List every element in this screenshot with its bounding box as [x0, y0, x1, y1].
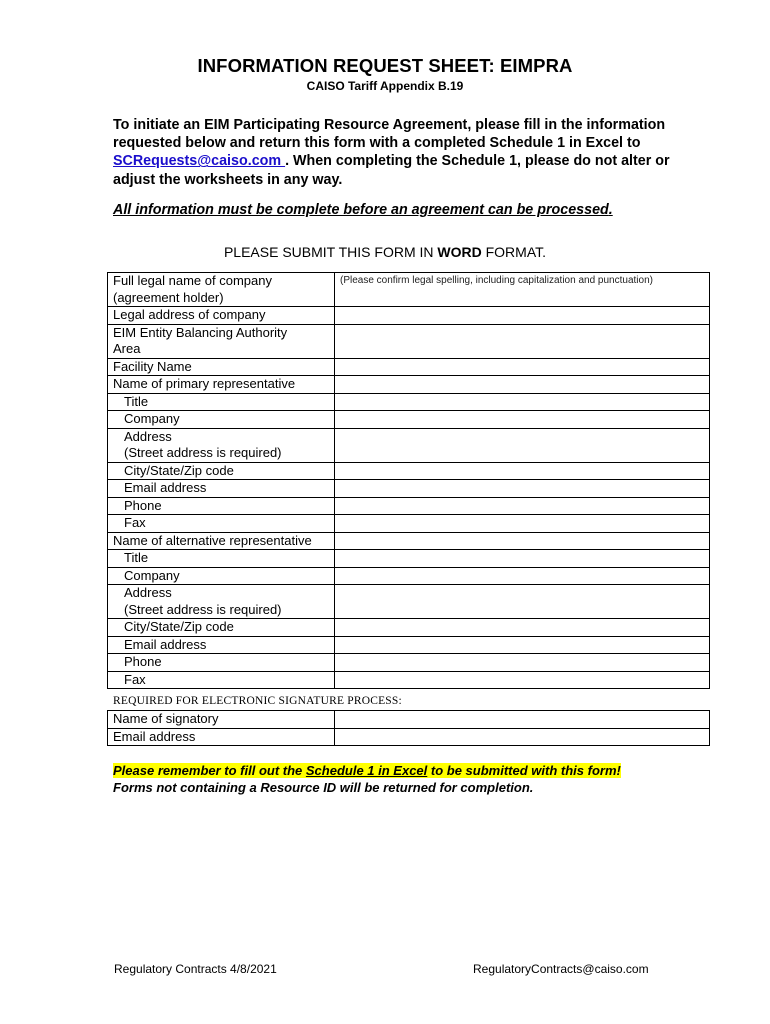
form-value-field[interactable] [335, 358, 710, 376]
form-label-cell [108, 462, 335, 480]
reminder-line-2: Forms not containing a Resource ID will be returned for completion. [113, 780, 534, 795]
form-label-cell [108, 497, 335, 515]
form-label: Phone [124, 497, 162, 513]
form-row [108, 636, 710, 654]
form-row [108, 428, 710, 462]
form-row [108, 358, 710, 376]
form-label-cell [108, 515, 335, 533]
reminder-text-after: to be submitted with this form! [427, 763, 621, 778]
form-label: Full legal name of company [113, 273, 272, 288]
esignature-value-field[interactable] [335, 711, 710, 729]
esignature-table [107, 710, 710, 746]
form-value-field[interactable] [335, 532, 710, 550]
form-row [108, 273, 710, 307]
form-row [108, 462, 710, 480]
form-value-field[interactable] [335, 428, 710, 462]
form-row [108, 307, 710, 325]
form-label: Company [124, 411, 180, 426]
form-row [108, 411, 710, 429]
form-value-field[interactable] [335, 671, 710, 689]
form-label: Facility Name [113, 358, 192, 374]
form-value-field[interactable] [335, 654, 710, 672]
form-label-note: Area [113, 341, 141, 356]
form-row [108, 654, 710, 672]
reminder-note [113, 762, 713, 796]
information-form-table [107, 272, 710, 689]
form-label-cell [108, 376, 335, 394]
notice-end: . [608, 202, 613, 218]
esignature-row [108, 711, 710, 729]
form-label: Fax [124, 515, 146, 530]
footer-right: RegulatoryContracts@caiso.com [473, 962, 649, 976]
form-value-field[interactable] [335, 393, 710, 411]
form-label-note: (agreement holder) [113, 289, 224, 305]
form-label-cell [108, 324, 335, 358]
form-label-cell [108, 585, 335, 619]
form-label: Phone [124, 654, 162, 669]
form-label-cell [108, 393, 335, 411]
form-label: Email address [124, 480, 207, 495]
form-label-cell [108, 671, 335, 689]
form-label-cell [108, 428, 335, 462]
form-label-note: (Street address is required) [124, 445, 282, 460]
form-label: Name of alternative representative [113, 532, 312, 548]
screquests-email-link[interactable]: SCRequests@caiso.com [113, 153, 286, 170]
esignature-row [108, 728, 710, 746]
form-value-field[interactable] [335, 273, 710, 307]
reminder-highlight [113, 763, 621, 778]
form-label: Address [124, 585, 172, 600]
form-label-cell [108, 273, 335, 307]
esignature-label: Name of signatory [108, 711, 335, 729]
form-label: Name of primary representative [113, 376, 296, 391]
form-value-field[interactable] [335, 480, 710, 498]
form-label: City/State/Zip code [124, 462, 234, 478]
notice-text: All information must be complete before an agreement can be processed [113, 202, 609, 218]
esignature-label: Email address [108, 728, 335, 746]
form-label: Address [124, 428, 172, 444]
form-row [108, 515, 710, 533]
form-label: Email address [124, 636, 207, 652]
form-row [108, 532, 710, 550]
submit-text-after: FORMAT. [481, 244, 547, 260]
page-subtitle: CAISO Tariff Appendix B.19 [306, 79, 464, 93]
legal-spelling-hint: (Please confirm legal spelling, including capitalization and punctuation) [340, 275, 653, 286]
form-value-field[interactable] [335, 585, 710, 619]
form-label: Title [124, 550, 149, 565]
form-row [108, 480, 710, 498]
submit-text-word: WORD [437, 244, 482, 260]
form-value-field[interactable] [335, 567, 710, 585]
completeness-notice [113, 202, 713, 218]
form-value-field[interactable] [335, 411, 710, 429]
form-label-cell [108, 550, 335, 568]
form-label: EIM Entity Balancing Authority [113, 324, 288, 340]
reminder-text-before: Please remember to fill out the [113, 763, 306, 778]
footer-left: Regulatory Contracts 4/8/2021 [114, 962, 277, 976]
form-value-field[interactable] [335, 550, 710, 568]
form-value-field[interactable] [335, 376, 710, 394]
form-row [108, 393, 710, 411]
submit-format-instruction [0, 244, 770, 260]
form-row [108, 567, 710, 585]
form-row [108, 550, 710, 568]
form-label-cell [108, 480, 335, 498]
form-label-cell [108, 636, 335, 654]
form-label-cell [108, 411, 335, 429]
intro-paragraph [113, 116, 713, 189]
form-value-field[interactable] [335, 636, 710, 654]
form-label: Legal address of company [113, 307, 266, 322]
form-label-cell [108, 654, 335, 672]
esignature-heading: REQUIRED FOR ELECTRONIC SIGNATURE PROCESS: [113, 695, 402, 707]
esignature-value-field[interactable] [335, 728, 710, 746]
page-title: INFORMATION REQUEST SHEET: EIMPRA [197, 55, 573, 76]
form-label: City/State/Zip code [124, 619, 234, 634]
form-label-cell [108, 567, 335, 585]
form-row [108, 376, 710, 394]
form-row [108, 324, 710, 358]
form-value-field[interactable] [335, 307, 710, 325]
form-label-cell [108, 307, 335, 325]
form-label-cell [108, 532, 335, 550]
intro-text-start: To initiate an EIM Participating Resource Agreement, please fill in the information requested below and return this form with a completed Schedule 1 in Excel to [113, 117, 666, 152]
form-value-field[interactable] [335, 462, 710, 480]
submit-text-before: PLEASE SUBMIT THIS FORM IN [223, 244, 438, 260]
form-row [108, 497, 710, 515]
form-label: Fax [124, 671, 146, 687]
form-value-field[interactable] [335, 619, 710, 637]
form-label-cell [108, 358, 335, 376]
form-label-note: (Street address is required) [124, 601, 282, 617]
form-row [108, 671, 710, 689]
reminder-line-1 [113, 762, 713, 779]
schedule-1-link-text: Schedule 1 in Excel [305, 763, 428, 778]
form-row [108, 585, 710, 619]
form-value-field[interactable] [335, 324, 710, 358]
form-row [108, 619, 710, 637]
form-label-cell [108, 619, 335, 637]
form-label: Title [124, 393, 149, 409]
intro-text-end: . When completing the Schedule 1, please do not alter or adjust the worksheets in any way. [113, 153, 670, 188]
form-value-field[interactable] [335, 515, 710, 533]
form-label: Company [124, 567, 180, 583]
form-value-field[interactable] [335, 497, 710, 515]
